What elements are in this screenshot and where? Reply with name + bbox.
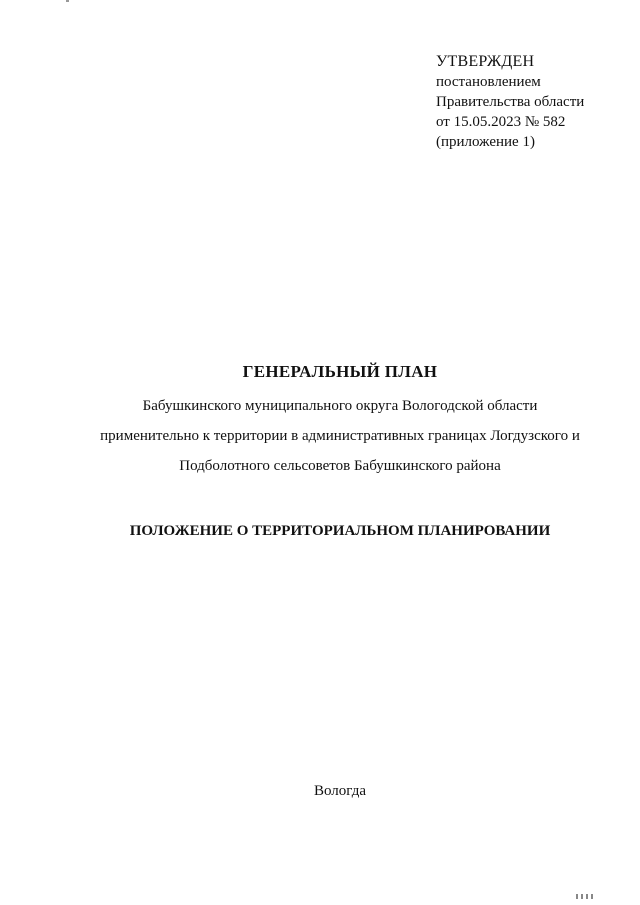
scan-barcode-mark bbox=[576, 893, 616, 899]
scan-mark-bar bbox=[591, 894, 593, 899]
scan-mark-bar bbox=[576, 894, 578, 899]
city-name: Вологда bbox=[314, 783, 366, 799]
approval-heading: УТВЕРЖДЕН bbox=[436, 53, 535, 70]
scan-mark-bar bbox=[586, 894, 588, 899]
approval-line-appendix: (приложение 1) bbox=[436, 134, 535, 150]
approval-line-resolution: постановлением bbox=[436, 74, 541, 90]
subtitle-line-3: Подболотного сельсоветов Бабушкинского района bbox=[179, 458, 501, 474]
scan-artifact-dot bbox=[66, 0, 69, 2]
approval-line-date-number: от 15.05.2023 № 582 bbox=[436, 114, 566, 130]
approval-line-government: Правительства области bbox=[436, 94, 585, 110]
section-title: ПОЛОЖЕНИЕ О ТЕРРИТОРИАЛЬНОМ ПЛАНИРОВАНИИ bbox=[129, 523, 551, 539]
scan-mark-bar bbox=[581, 894, 583, 899]
document-title: ГЕНЕРАЛЬНЫЙ ПЛАН bbox=[242, 362, 438, 381]
document-subtitle bbox=[60, 391, 620, 481]
subtitle-line-2: применительно к территории в административных границах Логдузского и bbox=[100, 428, 580, 444]
approval-stamp bbox=[436, 52, 584, 152]
subtitle-line-1: Бабушкинского муниципального округа Вологодской области bbox=[142, 398, 538, 414]
